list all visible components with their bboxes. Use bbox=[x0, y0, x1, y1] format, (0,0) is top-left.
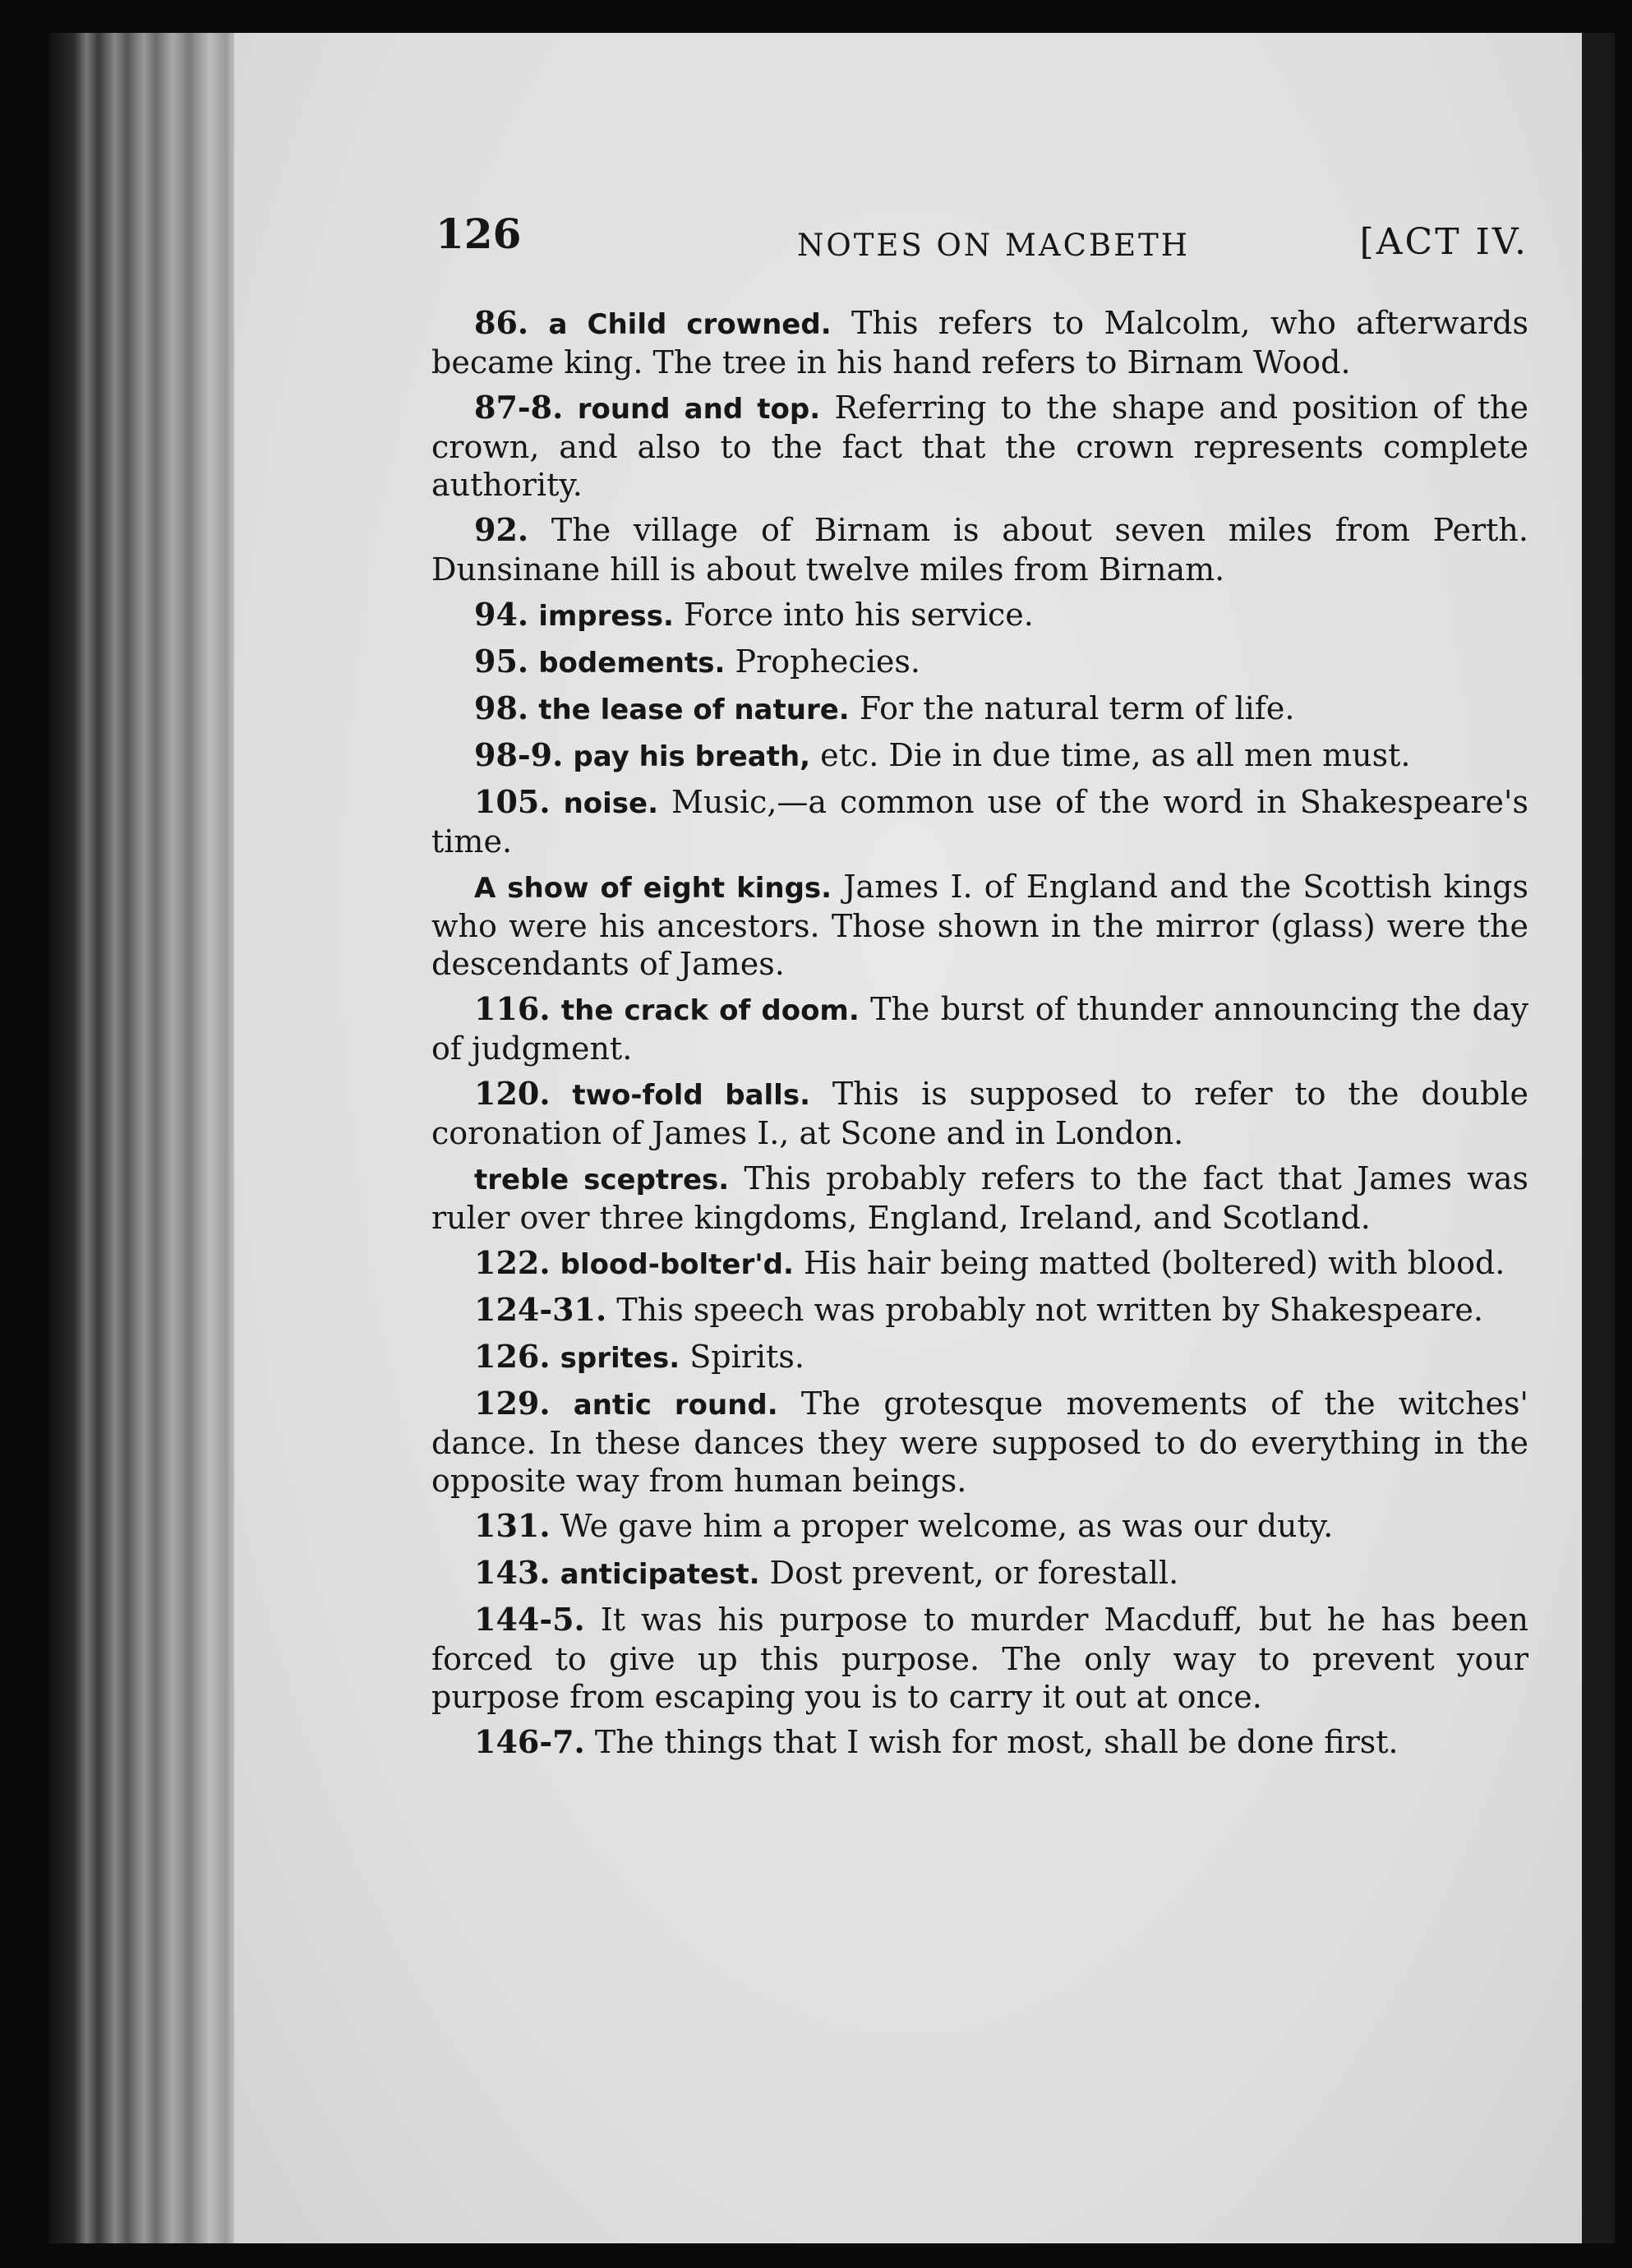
note-line-ref: 95. bbox=[474, 643, 529, 680]
note-line-ref: 131. bbox=[474, 1507, 551, 1544]
note-line-ref: 143. bbox=[474, 1554, 551, 1591]
note-line-ref: 116. bbox=[474, 990, 551, 1027]
note-term: A show of eight kings. bbox=[474, 872, 832, 905]
note-text: Referring to the shape and position of the crown, and also to the fact that the crown represents complete authority. bbox=[431, 390, 1528, 503]
note-text: etc. Die in due time, as all men must. bbox=[820, 737, 1411, 773]
note-line-ref: 92. bbox=[474, 511, 529, 548]
note-line-ref: 94. bbox=[474, 596, 529, 633]
note-text: For the natural term of life. bbox=[859, 690, 1295, 726]
note-line-ref: 98-9. bbox=[474, 736, 564, 773]
note-item bbox=[431, 511, 1528, 588]
note-text: This refers to Malcolm, who afterwards became king. The tree in his hand refers to Birnam Wood. bbox=[431, 305, 1528, 380]
note-term: two-fold balls. bbox=[572, 1079, 810, 1112]
note-line-ref: 87-8. bbox=[474, 389, 564, 426]
note-item bbox=[431, 1507, 1528, 1547]
act-label: [ACT IV. bbox=[1359, 221, 1528, 263]
notes-list bbox=[431, 304, 1528, 1770]
note-line-ref: 124-31. bbox=[474, 1291, 607, 1328]
note-term: bodements. bbox=[538, 647, 726, 680]
note-text: His hair being matted (boltered) with blood. bbox=[804, 1245, 1505, 1281]
note-text: We gave him a proper welcome, as was our duty. bbox=[560, 1508, 1334, 1544]
note-term: a Child crowned. bbox=[548, 308, 832, 341]
page-number: 126 bbox=[436, 210, 522, 258]
note-item bbox=[431, 596, 1528, 635]
note-text: The grotesque movements of the witches' dance. In these dances they were supposed to do everything in the opposite way from human beings. bbox=[431, 1385, 1528, 1499]
note-text: Force into his service. bbox=[683, 597, 1034, 633]
page-header bbox=[436, 210, 1528, 275]
note-item bbox=[431, 868, 1528, 983]
note-line-ref: 98. bbox=[474, 689, 529, 726]
note-item bbox=[431, 1601, 1528, 1716]
note-line-ref: 122. bbox=[474, 1244, 551, 1281]
note-text: Prophecies. bbox=[735, 643, 920, 680]
note-term: anticipatest. bbox=[560, 1558, 760, 1591]
note-line-ref: 126. bbox=[474, 1338, 551, 1375]
note-term: treble sceptres. bbox=[474, 1164, 730, 1196]
book-spine-edge bbox=[49, 33, 238, 2243]
note-term: the lease of nature. bbox=[538, 694, 850, 726]
note-item bbox=[431, 1244, 1528, 1284]
note-item bbox=[431, 1554, 1528, 1593]
note-text: The village of Birnam is about seven miles from Perth. Dunsinane hill is about twelve miles from Birnam. bbox=[431, 512, 1528, 588]
note-term: sprites. bbox=[560, 1342, 680, 1375]
note-item bbox=[431, 1723, 1528, 1763]
note-text: Dost prevent, or forestall. bbox=[769, 1555, 1179, 1591]
note-term: antic round. bbox=[573, 1389, 778, 1422]
note-term: the crack of doom. bbox=[560, 994, 860, 1027]
note-term: impress. bbox=[538, 600, 674, 633]
note-term: blood-bolter'd. bbox=[560, 1248, 794, 1281]
note-item bbox=[431, 1291, 1528, 1330]
note-item bbox=[431, 689, 1528, 729]
note-item bbox=[431, 304, 1528, 381]
note-line-ref: 129. bbox=[474, 1385, 551, 1422]
note-item bbox=[431, 1385, 1528, 1500]
note-line-ref: 144-5. bbox=[474, 1601, 585, 1638]
note-text: It was his purpose to murder Macduff, but he has been forced to give up this purpose. The only way to prevent your purpose from escaping you is to carry it out at once. bbox=[431, 1602, 1528, 1715]
note-term: noise. bbox=[563, 787, 658, 820]
note-item bbox=[431, 643, 1528, 682]
note-text: This is supposed to refer to the double coronation of James I., at Scone and in London. bbox=[431, 1076, 1528, 1151]
note-item bbox=[431, 1075, 1528, 1152]
note-text: This speech was probably not written by Shakespeare. bbox=[616, 1292, 1484, 1328]
note-term: pay his breath, bbox=[573, 740, 811, 773]
note-item bbox=[431, 1159, 1528, 1237]
running-head: NOTES ON MACBETH bbox=[797, 228, 1191, 263]
note-line-ref: 146-7. bbox=[474, 1723, 585, 1760]
note-text: Spirits. bbox=[689, 1339, 804, 1375]
note-term: round and top. bbox=[577, 393, 821, 426]
note-item bbox=[431, 1338, 1528, 1377]
page-right-shadow bbox=[1582, 33, 1615, 2243]
note-line-ref: 105. bbox=[474, 783, 551, 820]
note-text: James I. of England and the Scottish kings who were his ancestors. Those shown in the mirror (glass) were the descendants of James. bbox=[431, 869, 1528, 982]
note-item bbox=[431, 990, 1528, 1067]
note-text: This probably refers to the fact that James was ruler over three kingdoms, England, Ireland, and Scotland. bbox=[431, 1160, 1528, 1236]
note-item bbox=[431, 389, 1528, 504]
note-text: Music,—a common use of the word in Shakespeare's time. bbox=[431, 784, 1528, 860]
note-line-ref: 86. bbox=[474, 304, 529, 341]
note-item bbox=[431, 736, 1528, 776]
note-text: The things that I wish for most, shall be done first. bbox=[594, 1724, 1399, 1760]
note-item bbox=[431, 783, 1528, 860]
note-text: The burst of thunder announcing the day of judgment. bbox=[431, 991, 1528, 1067]
note-line-ref: 120. bbox=[474, 1075, 551, 1112]
